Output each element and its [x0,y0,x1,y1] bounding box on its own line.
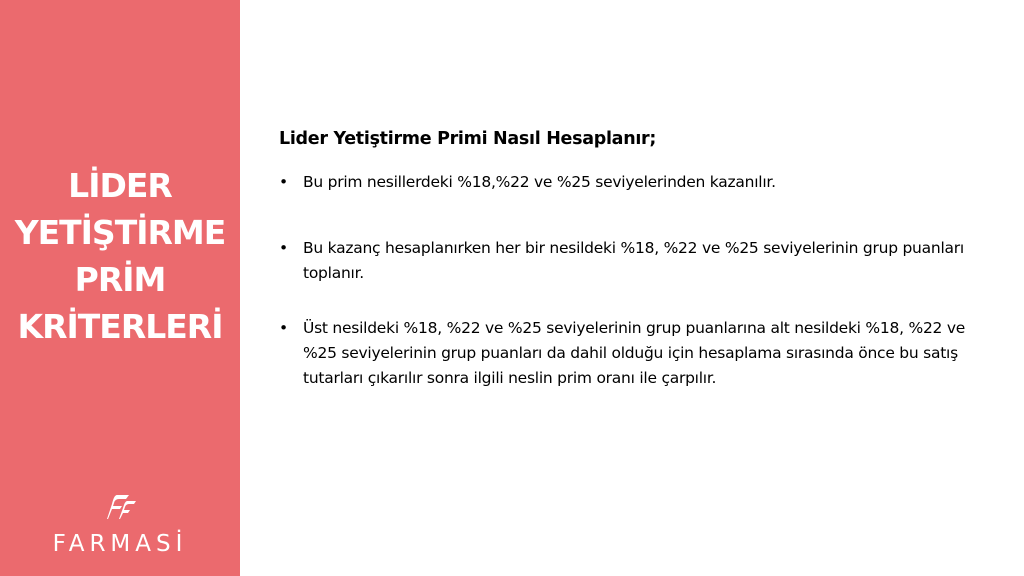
sidebar-title [0,162,240,350]
list-item [279,316,969,391]
farmasi-logo-icon [107,494,137,520]
bullet-text: Bu kazanç hesaplanırken her bir nesildeki %18, %22 ve %25 seviyelerinin grup puanları toplanır. [303,239,964,282]
sidebar-panel [0,0,240,576]
sidebar-title-line: PRİM [74,260,166,299]
bullet-marker: • [279,319,288,337]
bullet-marker: • [279,173,288,191]
list-item [279,170,969,195]
bullet-marker: • [279,239,288,257]
brand-name: FARMASİ [52,531,188,557]
list-item [279,236,969,286]
bullet-text: Üst nesildeki %18, %22 ve %25 seviyelerinin grup puanlarına alt nesildeki %18, %22 ve %25 seviyelerinin grup puanları da dahil olduğu için hesaplama sırasında önce bu satış tutarları çıkarılır sonra ilgili neslin prim oranı ile çarpılır. [303,319,966,387]
bullet-text: Bu prim nesillerdeki %18,%22 ve %25 seviyelerinden kazanılır. [303,173,776,191]
sidebar-title-line: KRİTERLERİ [17,307,223,346]
content-heading: Lider Yetiştirme Primi Nasıl Hesaplanır; [279,129,657,149]
sidebar-title-line: LİDER [68,166,172,205]
sidebar-title-line: YETİŞTİRME [14,213,226,252]
